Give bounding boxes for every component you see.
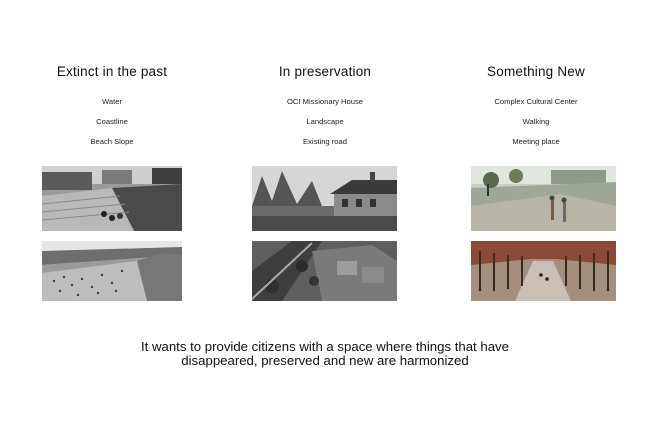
column-title: Something New [487,64,585,79]
missionary-house-photo [252,166,397,231]
tree-lined-path-photo [471,241,616,301]
column-title: In preservation [278,64,372,79]
item-landscape: Landscape [306,117,344,126]
beach-coastline-photo [42,241,182,301]
column-title: Extinct in the past [56,64,168,79]
item-meeting-place: Meeting place [512,137,560,146]
aerial-landscape-photo [252,241,397,301]
caption-line-2: disappeared, preserved and new are harmonized [181,353,469,368]
item-complex-cultural-center: Complex Cultural Center [494,97,578,106]
waterfront-steps-photo [42,166,182,231]
item-oci-missionary-house: OCI Missionary House [287,97,363,106]
item-coastline: Coastline [96,117,128,126]
cultural-center-plaza-photo [471,166,616,231]
item-water: Water [102,97,122,106]
item-walking: Walking [522,117,550,126]
item-beach-slope: Beach Slope [90,137,134,146]
item-existing-road: Existing road [303,137,347,146]
caption-line-1: It wants to provide citizens with a space where things that have [141,339,509,354]
